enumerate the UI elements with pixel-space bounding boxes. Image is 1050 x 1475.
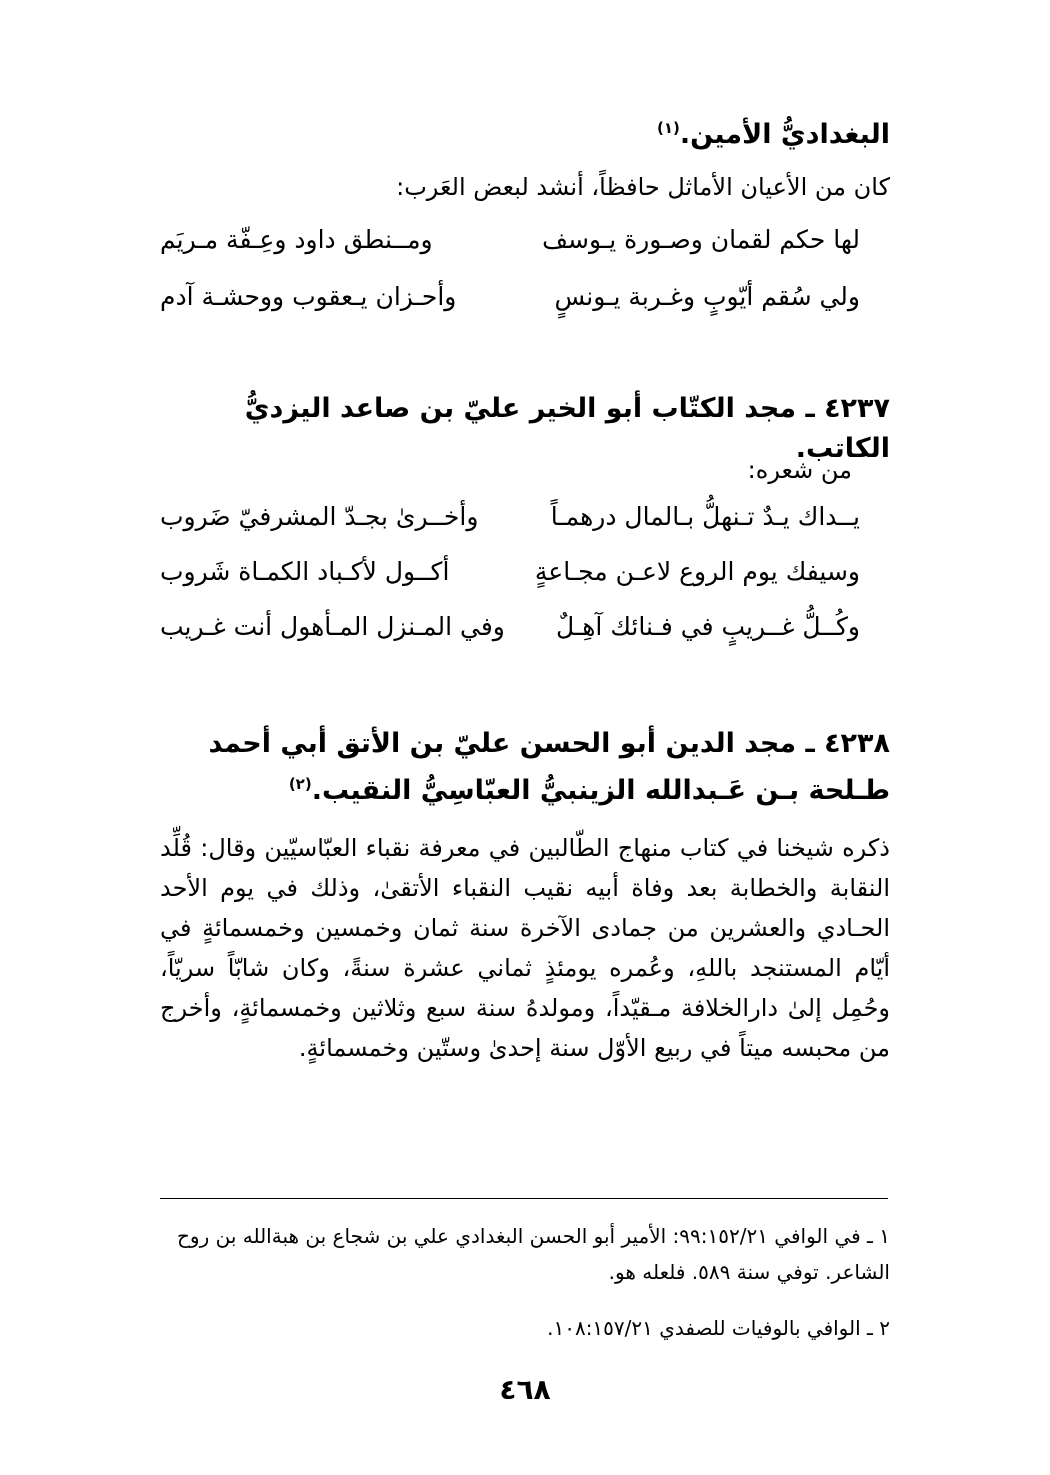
entry-intro: كان من الأعيان الأماثل حافظاً، أنشد لبعض العَرب: — [396, 173, 890, 201]
poem-verse — [160, 612, 890, 668]
verse-second-hemistich: وأخــرىٰ بجـدّ المشرفيّ ضَروب — [160, 502, 479, 531]
entry-body: ذكره شيخنا في كتاب منهاج الطّالبين في معرفة نقباء العبّاسيّين وقال: قُلِّد النقابة والخطابة بعد وفاة أبيه نقيب النقباء الأتقىٰ، وذلك في يوم الأحد الحـادي والعشرين من جمادى الآخرة سنة ثمان وخمسين وخمسمائةٍ في أيّام المستنجد باللهِ، وعُمره يومئذٍ ثماني عشرة سنةً، وكان شابّاً سريّاً، وحُمِل إلىٰ دارالخلافة مـقيّداً، ومولدهُ سنة سبع وثلاثين وخمسمائةٍ، وأخرج من محبسه ميتاً في ربيع الأوّل سنة إحدىٰ وستّين وخمسمائةٍ. — [160, 834, 890, 1062]
entry-title-4238 — [160, 724, 890, 811]
footnote-marker: (٢) — [288, 775, 312, 793]
verse-first-hemistich: وكُــلُّ غــريبٍ في فـنائك آهِـلٌ — [555, 612, 860, 641]
verse-first-hemistich: وسيفك يوم الروع لاعـن مجـاعةٍ — [534, 557, 860, 586]
entry-title-text: البغداديُّ الأمين. — [679, 119, 890, 150]
entry-title-text: ٤٢٣٨ ـ مجد الدين أبو الحسن عليّ بن الأتق أبي أحمد طـلحة بـن عَـبدالله الزينبيُّ العبّاسِيُّ النقيب. — [208, 728, 890, 806]
verse-second-hemistich: أكــول لأكـباد الكمـاة شَروب — [160, 557, 450, 586]
verse-first-hemistich: لها حكم لقمان وصـورة يـوسف — [542, 225, 860, 254]
footnote: ٢ ـ الوافي بالوفيات للصفدي ١٠٨:١٥٧/٢١. — [547, 1316, 890, 1340]
verse-second-hemistich: ومــنطق داود وعِـفّة مـريَم — [160, 225, 433, 254]
entry-intro: من شعره: — [747, 456, 852, 484]
footnote-divider — [160, 1198, 888, 1199]
verse-second-hemistich: وفي المـنزل المـأهول أنت غـريب — [160, 612, 505, 641]
verse-first-hemistich: ولي سُقم أيّوبٍ وغـربة يـونسٍ — [554, 282, 860, 311]
poem-verse — [160, 502, 890, 558]
poem-verse — [160, 225, 890, 281]
entry-title-continued — [160, 108, 890, 155]
page-number: ٤٦٨ — [499, 1373, 551, 1406]
verse-second-hemistich: وأحـزان يـعقوب ووحشـة آدم — [160, 282, 457, 311]
footnote-marker: (١) — [656, 119, 680, 137]
verse-first-hemistich: يــداك يـدٌ تـنهلُّ بـالمال درهمـاً — [550, 502, 860, 531]
poem-verse — [160, 282, 890, 338]
poem-verse — [160, 557, 890, 613]
entry-title-4237: ٤٢٣٧ ـ مجد الكتّاب أبو الخير عليّ بن صاعد اليزديُّ الكاتب. — [244, 393, 890, 464]
footnote: ١ ـ في الوافي ٩٩:١٥٢/٢١: الأمير أبو الحسن البغدادي علي بن شجاع بن هبةالله بن روح الشاعر. توفي سنة ٥٨٩. فلعله هو. — [177, 1224, 890, 1284]
